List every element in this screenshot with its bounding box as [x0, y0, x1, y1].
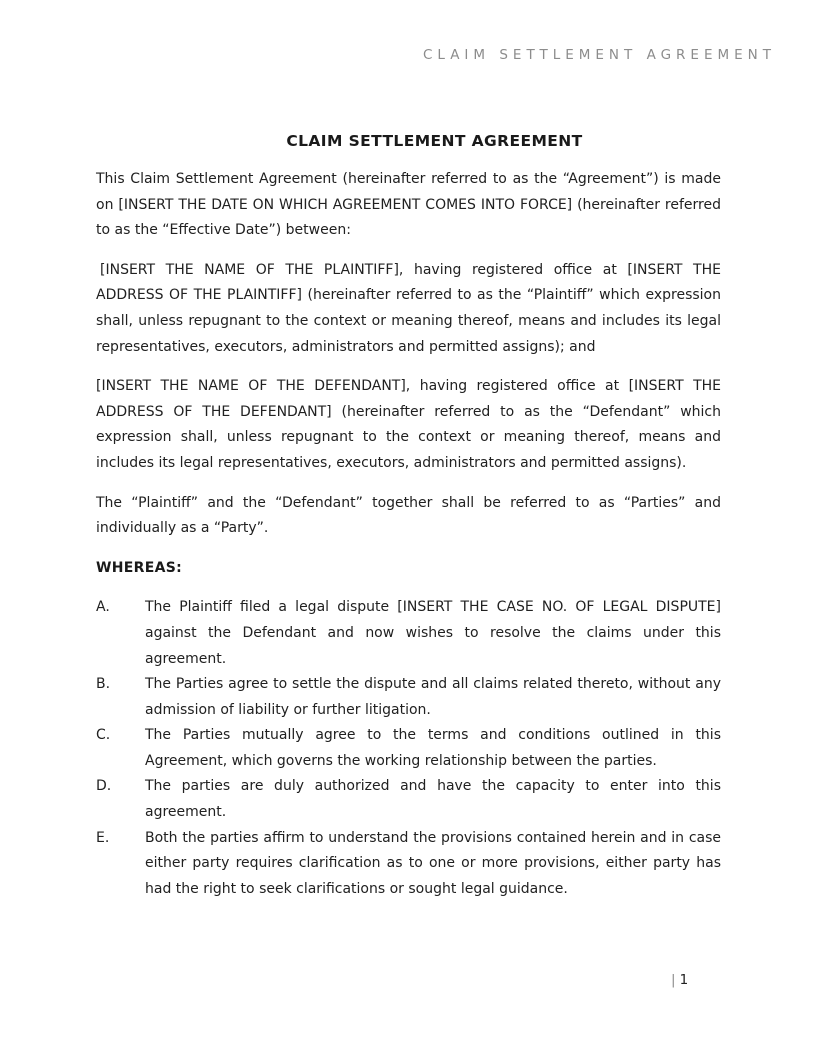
- recital-item-c: [96, 723, 721, 774]
- recital-marker: B.: [96, 676, 111, 693]
- recital-marker: A.: [96, 599, 110, 616]
- recital-text: Both the parties affirm to understand the provisions contained herein and in case either party requires clarification as to one or more provisions, either party has had the right to seek clarifications or sought legal guidance.: [145, 829, 721, 897]
- document-body: [96, 128, 721, 902]
- page-footer: [671, 970, 688, 990]
- page-number: 1: [679, 972, 689, 988]
- recital-marker: C.: [96, 727, 111, 744]
- recitals-list: [96, 595, 721, 902]
- recital-marker: E.: [96, 829, 110, 846]
- whereas-heading: WHEREAS:: [96, 559, 182, 576]
- recital-item-b: [96, 672, 721, 723]
- document-title: CLAIM SETTLEMENT AGREEMENT: [286, 132, 583, 150]
- recital-item-a: [96, 595, 721, 672]
- recital-text: The parties are duly authorized and have the capacity to enter into this agreement.: [145, 778, 721, 821]
- paragraph-agreement-intro: This Claim Settlement Agreement (hereinafter referred to as the “Agreement”) is made on [INSERT THE DATE ON WHICH AGREEMENT COMES INTO FORCE] (hereinafter referred to as the “Effective Date”) between:: [96, 171, 721, 239]
- paragraph-parties: The “Plaintiff” and the “Defendant” together shall be referred to as “Parties” and individually as a “Party”.: [96, 494, 721, 537]
- running-header: CLAIM SETTLEMENT AGREEMENT: [422, 47, 776, 63]
- recital-item-d: [96, 774, 721, 825]
- paragraph-plaintiff: [INSERT THE NAME OF THE PLAINTIFF], having registered office at [INSERT THE ADDRESS OF THE PLAINTIFF] (hereinafter referred to as the “Plaintiff” which expression shall, unless repugnant to the context or meaning thereof, means and includes its legal representatives, executors, administrators and permitted assigns); and: [96, 261, 721, 355]
- recital-marker: D.: [96, 778, 112, 795]
- paragraph-defendant: [INSERT THE NAME OF THE DEFENDANT], having registered office at [INSERT THE ADDRESS OF THE DEFENDANT] (hereinafter referred to as the “Defendant” which expression shall, unless repugnant to the context or meaning thereof, means and includes its legal representatives, executors, administrators and permitted assigns).: [96, 378, 721, 471]
- recital-text: The Plaintiff filed a legal dispute [INSERT THE CASE NO. OF LEGAL DISPUTE] against the Defendant and now wishes to resolve the claims under this agreement.: [145, 599, 721, 667]
- footer-separator: |: [671, 972, 676, 988]
- recital-item-e: [96, 826, 721, 903]
- recital-text: The Parties agree to settle the dispute and all claims related thereto, without any admission of liability or further litigation.: [145, 676, 721, 718]
- recital-text: The Parties mutually agree to the terms and conditions outlined in this Agreement, which governs the working relationship between the parties.: [145, 727, 721, 769]
